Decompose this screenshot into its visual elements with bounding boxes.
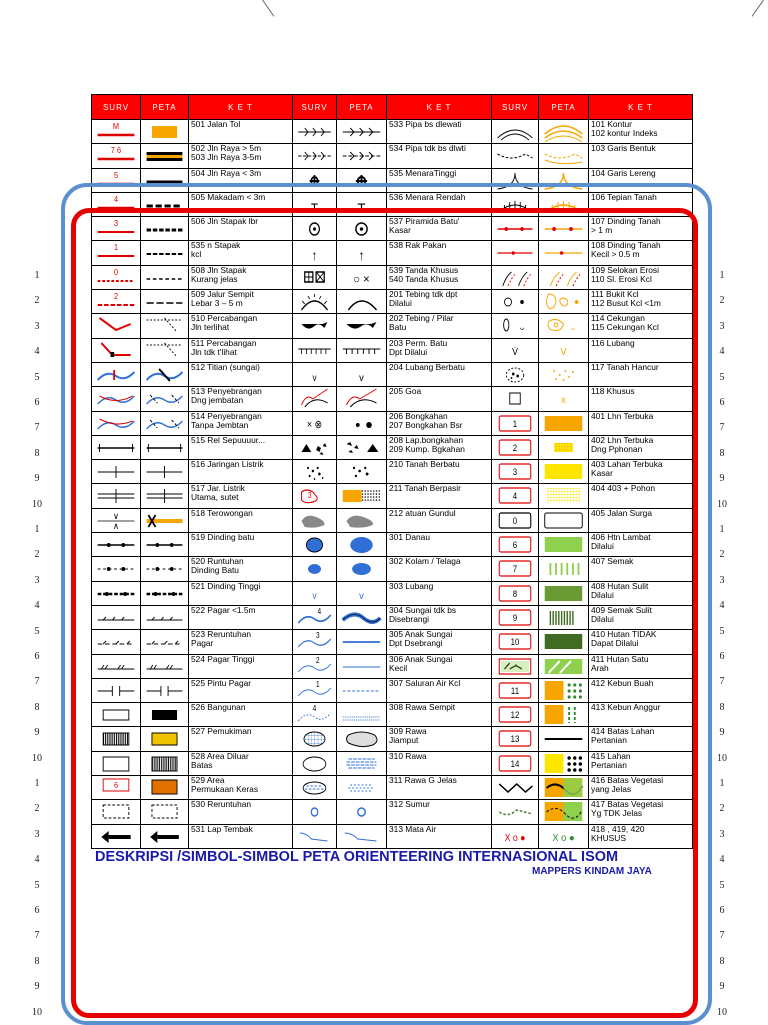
margin-number: 5 <box>34 371 40 383</box>
svg-text:7: 7 <box>512 563 518 575</box>
margin-number: 7 <box>34 930 40 942</box>
svg-text:v: v <box>312 372 317 384</box>
svg-text:T: T <box>311 199 318 216</box>
symbol-description: 408 Hutan Sulit Dilalui <box>589 581 693 605</box>
margin-number: 3 <box>719 574 725 586</box>
svg-text:X o ●: X o ● <box>552 832 575 844</box>
symbol-description: 410 Hutan TIDAK Dapat Dilalui <box>589 630 693 654</box>
svg-text:3: 3 <box>307 490 312 501</box>
symbol-description: 304 Sungai tdk bs Disebrangi <box>387 605 492 629</box>
symbol-description: 533 Pipa bs dlewati <box>387 120 492 144</box>
svg-text:12: 12 <box>510 709 520 721</box>
surv-symbol <box>293 120 337 144</box>
symbol-description: 409 Semak Sulit Dilalui <box>589 605 693 629</box>
margin-number: 9 <box>34 473 40 485</box>
symbol-description: 204 Lubang Berbatu <box>387 362 492 386</box>
symbol-description: 513 Penyebrangan Dng jembatan <box>189 387 293 411</box>
svg-text:14: 14 <box>510 758 520 769</box>
symbol-description: 521 Dinding Tinggi <box>189 581 293 605</box>
symbol-description: 101 Kontur 102 kontur Indeks <box>589 120 693 144</box>
legend-subtitle: MAPPERS KINDAM JAYA <box>532 866 652 877</box>
symbol-description: 529 Area Permukaan Keras <box>189 776 293 800</box>
margin-number: 2 <box>719 295 725 307</box>
symbol-description: 534 Pipa tdk bs dlwti <box>387 144 492 168</box>
header-peta: PETA <box>337 95 387 120</box>
symbol-description: 309 Rawa Jiamput <box>387 727 492 751</box>
svg-text:X o ●: X o ● <box>504 831 526 843</box>
margin-number: 2 <box>34 295 40 307</box>
svg-text:3: 3 <box>512 466 518 478</box>
symbol-description: 303 Lubang <box>387 581 492 605</box>
margin-number: 7 <box>719 422 725 434</box>
svg-text:4: 4 <box>512 490 518 502</box>
symbol-description: 417 Batas Vegetasi Yg TDK Jelas <box>589 800 693 824</box>
legend-row <box>92 144 693 168</box>
margin-number: 10 <box>32 1006 42 1018</box>
svg-text:1: 1 <box>315 679 320 690</box>
svg-text:4: 4 <box>113 194 119 204</box>
symbol-description: 522 Pagar <1.5m <box>189 605 293 629</box>
symbol-description: 310 Rawa <box>387 751 492 775</box>
symbol-description: 539 Tanda Khusus 540 Tanda Khusus <box>387 265 492 289</box>
svg-text:0: 0 <box>512 515 518 526</box>
margin-number: 8 <box>719 701 725 713</box>
symbol-description: 525 Pintu Pagar <box>189 678 293 702</box>
margin-number: 1 <box>34 524 40 535</box>
margin-number: 4 <box>34 346 40 358</box>
margin-number: 9 <box>719 727 725 739</box>
surv-symbol <box>492 144 539 168</box>
svg-text:○ ×: ○ × <box>353 272 370 286</box>
margin-number: 6 <box>34 397 40 408</box>
symbol-description: 535 n Stapak kcl <box>189 241 293 265</box>
margin-number: 4 <box>34 600 40 612</box>
symbol-description: 407 Semak <box>589 557 693 581</box>
margin-number: 8 <box>34 447 40 459</box>
svg-text:↑: ↑ <box>358 248 365 264</box>
surv-symbol <box>293 144 337 168</box>
peta-symbol <box>539 120 589 144</box>
peta-symbol <box>337 120 387 144</box>
symbol-description: 201 Tebing tdk dpt Dilalui <box>387 290 492 314</box>
symbol-description: 517 Jar. Listrik Utama, sutet <box>189 484 293 508</box>
svg-text:4: 4 <box>312 703 317 714</box>
symbol-description: 514 Penyebrangan Tanpa Jembtan <box>189 411 293 435</box>
symbol-description: 403 Lahan Terbuka Kasar <box>589 460 693 484</box>
svg-text:3: 3 <box>113 218 119 229</box>
margin-number: 10 <box>32 498 42 510</box>
symbol-description: 531 Lap Tembak <box>189 824 293 848</box>
header-ket: K E T <box>189 95 293 120</box>
symbol-description: 518 Terowongan <box>189 508 293 532</box>
symbol-description: 210 Tanah Berbatu <box>387 460 492 484</box>
symbol-description: 519 Dinding batu <box>189 533 293 557</box>
symbol-description: 308 Rawa Sempit <box>387 703 492 727</box>
margin-number: 6 <box>719 651 725 662</box>
svg-text:9: 9 <box>512 612 518 624</box>
margin-number: 10 <box>717 752 727 764</box>
symbol-description: 305 Anak Sungai Dpt Dsebrangi <box>387 630 492 654</box>
legend-row <box>92 120 693 144</box>
margin-number: 3 <box>719 828 725 840</box>
symbol-description: 104 Garis Lereng <box>589 168 693 192</box>
svg-text:v: v <box>312 589 317 601</box>
svg-text:ᴗ: ᴗ <box>570 323 575 333</box>
svg-text:2: 2 <box>512 442 518 453</box>
margin-number: 9 <box>34 981 40 993</box>
margin-number: 9 <box>719 981 725 993</box>
svg-text:T: T <box>357 200 366 216</box>
symbol-description: 301 Danau <box>387 533 492 557</box>
svg-text:∧: ∧ <box>112 520 120 531</box>
margin-number: 7 <box>34 676 40 688</box>
margin-number: 7 <box>719 676 725 688</box>
symbol-description: 114 Cekungan 115 Cekungan Kcl <box>589 314 693 338</box>
symbol-description: 524 Pagar Tinggi <box>189 654 293 678</box>
margin-number: 10 <box>717 1006 727 1018</box>
symbol-description: 515 Rel Sepuuuur... <box>189 435 293 459</box>
surv-symbol <box>92 120 141 144</box>
svg-text:1: 1 <box>512 418 518 429</box>
symbol-description: 502 Jln Raya > 5m 503 Jln Raya 3-5m <box>189 144 293 168</box>
margin-number: 10 <box>32 752 42 764</box>
margin-number: 1 <box>34 270 40 281</box>
symbol-description: 414 Batas Lahan Pertanian <box>589 727 693 751</box>
symbol-description: 418 , 419, 420 KHUSUS <box>589 824 693 848</box>
symbol-description: 535 MenaraTinggi <box>387 168 492 192</box>
symbol-description: 211 Tanah Berpasir <box>387 484 492 508</box>
margin-number: 7 <box>719 930 725 942</box>
symbol-description: 511 Percabangan Jln tdk t'lihat <box>189 338 293 362</box>
svg-text:V: V <box>560 346 567 358</box>
header-ket: K E T <box>387 95 492 120</box>
symbol-description: 106 Tepian Tanah <box>589 192 693 216</box>
margin-number: 9 <box>34 727 40 739</box>
svg-text:10: 10 <box>510 636 520 648</box>
symbol-description: 508 Jln Stapak Kurang jelas <box>189 265 293 289</box>
symbol-description: 527 Pemukiman <box>189 727 293 751</box>
svg-text:0: 0 <box>113 267 119 277</box>
symbol-description: 313 Mata Air <box>387 824 492 848</box>
symbol-description: 504 Jln Raya < 3m <box>189 168 293 192</box>
svg-text:2: 2 <box>113 291 119 302</box>
top-line-left <box>262 0 274 17</box>
symbol-description: 103 Garis Bentuk <box>589 144 693 168</box>
margin-number: 4 <box>719 600 725 612</box>
header-surv: SURV <box>92 95 141 120</box>
margin-number: 2 <box>719 549 725 561</box>
svg-text:5: 5 <box>113 170 119 180</box>
svg-text:4: 4 <box>317 606 322 617</box>
svg-text:1: 1 <box>113 243 119 253</box>
header-surv: SURV <box>293 95 337 120</box>
margin-number: 6 <box>34 651 40 662</box>
symbol-description: 206 Bongkahan 207 Bongkahan Bsr <box>387 411 492 435</box>
svg-text:6: 6 <box>512 539 518 551</box>
symbol-description: 111 Bukit Kcl 112 Busut Kcl <1m <box>589 290 693 314</box>
symbol-description: 108 Dinding Tanah Kecil > 0.5 m <box>589 241 693 265</box>
symbol-description: 109 Selokan Erosi 110 Sl. Erosi Kcl <box>589 265 693 289</box>
symbol-description: 306 Anak Sungai Kecil <box>387 654 492 678</box>
legend-header-row <box>92 95 693 120</box>
symbol-description: 205 Goa <box>387 387 492 411</box>
symbol-description: 523 Reruntuhan Pagar <box>189 630 293 654</box>
symbol-description: 107 Dinding Tanah > 1 m <box>589 217 693 241</box>
symbol-description: 416 Batas Vegetasi yang Jelas <box>589 776 693 800</box>
margin-number: 9 <box>719 473 725 485</box>
svg-text:x: x <box>561 395 566 407</box>
svg-text:6: 6 <box>113 780 119 791</box>
margin-number: 3 <box>34 320 40 332</box>
symbol-description: 411 Hutan Satu Arah <box>589 654 693 678</box>
margin-number: 1 <box>719 270 725 281</box>
symbol-description: 311 Rawa G Jelas <box>387 776 492 800</box>
symbol-description: 526 Bangunan <box>189 703 293 727</box>
svg-text:11: 11 <box>510 685 520 696</box>
symbol-description: 528 Area Diluar Batas <box>189 751 293 775</box>
symbol-description: 530 Reruntuhan <box>189 800 293 824</box>
margin-number: 2 <box>719 803 725 815</box>
header-ket: K E T <box>589 95 693 120</box>
margin-number: 8 <box>34 701 40 713</box>
margin-number: 2 <box>34 803 40 815</box>
svg-text:8: 8 <box>512 588 518 599</box>
margin-number: 7 <box>34 422 40 434</box>
symbol-description: 406 Htn Lambat Dilalui <box>589 533 693 557</box>
svg-text:∨: ∨ <box>112 510 120 521</box>
symbol-description: 405 Jalan Surga <box>589 508 693 532</box>
symbol-description: 202 Tebing / Pilar Batu <box>387 314 492 338</box>
margin-number: 6 <box>34 905 40 916</box>
symbol-description: 402 Lhn Terbuka Dng Pphonan <box>589 435 693 459</box>
peta-symbol <box>337 144 387 168</box>
margin-number: 1 <box>34 778 40 789</box>
margin-number: 5 <box>34 625 40 637</box>
svg-text:× ⊗: × ⊗ <box>306 418 323 431</box>
margin-number: 4 <box>34 854 40 866</box>
margin-number: 3 <box>719 320 725 332</box>
symbol-description: 520 Runtuhan Dinding Batu <box>189 557 293 581</box>
header-surv: SURV <box>492 95 539 120</box>
symbol-description: 208 Lap.bongkahan 209 Kump. Bgkahan <box>387 435 492 459</box>
svg-text:3: 3 <box>315 630 320 641</box>
symbol-description: 538 Rak Pakan <box>387 241 492 265</box>
margin-number: 5 <box>719 879 725 891</box>
legend-title: DESKRIPSI /SIMBOL-SIMBOL PETA ORIENTEERING INTERNASIONAL ISOM <box>95 849 619 865</box>
svg-text:v: v <box>359 372 364 385</box>
margin-number: 6 <box>719 397 725 408</box>
svg-text:V̇: V̇ <box>512 345 518 357</box>
symbol-description: 116 Lubang <box>589 338 693 362</box>
symbol-description: 509 Jalur Sempit Lebar 3 – 5 m <box>189 290 293 314</box>
symbol-description: 413 Kebun Anggur <box>589 703 693 727</box>
margin-number: 4 <box>719 854 725 866</box>
symbol-description: 537 Piramida Batu' Kasar <box>387 217 492 241</box>
symbol-description: 506 Jln Stapak lbr <box>189 217 293 241</box>
header-peta: PETA <box>141 95 189 120</box>
symbol-description: 312 Sumur <box>387 800 492 824</box>
margin-number: 5 <box>719 371 725 383</box>
red-rounded-frame <box>71 208 698 1018</box>
margin-number: 2 <box>34 549 40 561</box>
symbol-description: 505 Makadam < 3m <box>189 192 293 216</box>
margin-number: 5 <box>719 625 725 637</box>
margin-number: 3 <box>34 574 40 586</box>
svg-text:M: M <box>112 121 120 132</box>
peta-symbol <box>141 144 189 168</box>
svg-text:v: v <box>359 590 364 602</box>
margin-number: 8 <box>34 955 40 967</box>
margin-number: 1 <box>719 524 725 535</box>
svg-text:ᴗ: ᴗ <box>520 322 524 333</box>
peta-symbol <box>141 120 189 144</box>
symbol-description: 404 403 + Pohon <box>589 484 693 508</box>
symbol-description: 212 atuan Gundul <box>387 508 492 532</box>
svg-text:↑: ↑ <box>311 247 318 264</box>
symbol-description: 501 Jalan Tol <box>189 120 293 144</box>
symbol-description: 516 Jaringan Listrik <box>189 460 293 484</box>
symbol-description: 415 Lahan Pertanian <box>589 751 693 775</box>
margin-number: 4 <box>719 346 725 358</box>
symbol-description: 536 Menara Rendah <box>387 192 492 216</box>
margin-number: 8 <box>719 447 725 459</box>
svg-text:7 6: 7 6 <box>110 145 122 156</box>
symbol-description: 401 Lhn Terbuka <box>589 411 693 435</box>
peta-symbol <box>539 144 589 168</box>
surv-symbol <box>92 144 141 168</box>
margin-number: 8 <box>719 955 725 967</box>
margin-number: 10 <box>717 498 727 510</box>
surv-symbol <box>492 120 539 144</box>
symbol-description: 117 Tanah Hancur <box>589 362 693 386</box>
symbol-description: 302 Kolam / Telaga <box>387 557 492 581</box>
symbol-description: 512 Titian (sungai) <box>189 362 293 386</box>
margin-number: 5 <box>34 879 40 891</box>
margin-number: 3 <box>34 828 40 840</box>
header-peta: PETA <box>539 95 589 120</box>
symbol-description: 510 Percabangan Jln terlihat <box>189 314 293 338</box>
svg-text:13: 13 <box>510 733 520 745</box>
svg-text:2: 2 <box>315 654 320 665</box>
top-line-right <box>752 0 764 17</box>
margin-number: 6 <box>719 905 725 916</box>
margin-number: 1 <box>719 778 725 789</box>
symbol-description: 203 Perm. Batu Dpt Dilalui <box>387 338 492 362</box>
symbol-description: 307 Saluran Air Kcl <box>387 678 492 702</box>
symbol-description: 118 Khusus <box>589 387 693 411</box>
symbol-description: 412 Kebun Buah <box>589 678 693 702</box>
